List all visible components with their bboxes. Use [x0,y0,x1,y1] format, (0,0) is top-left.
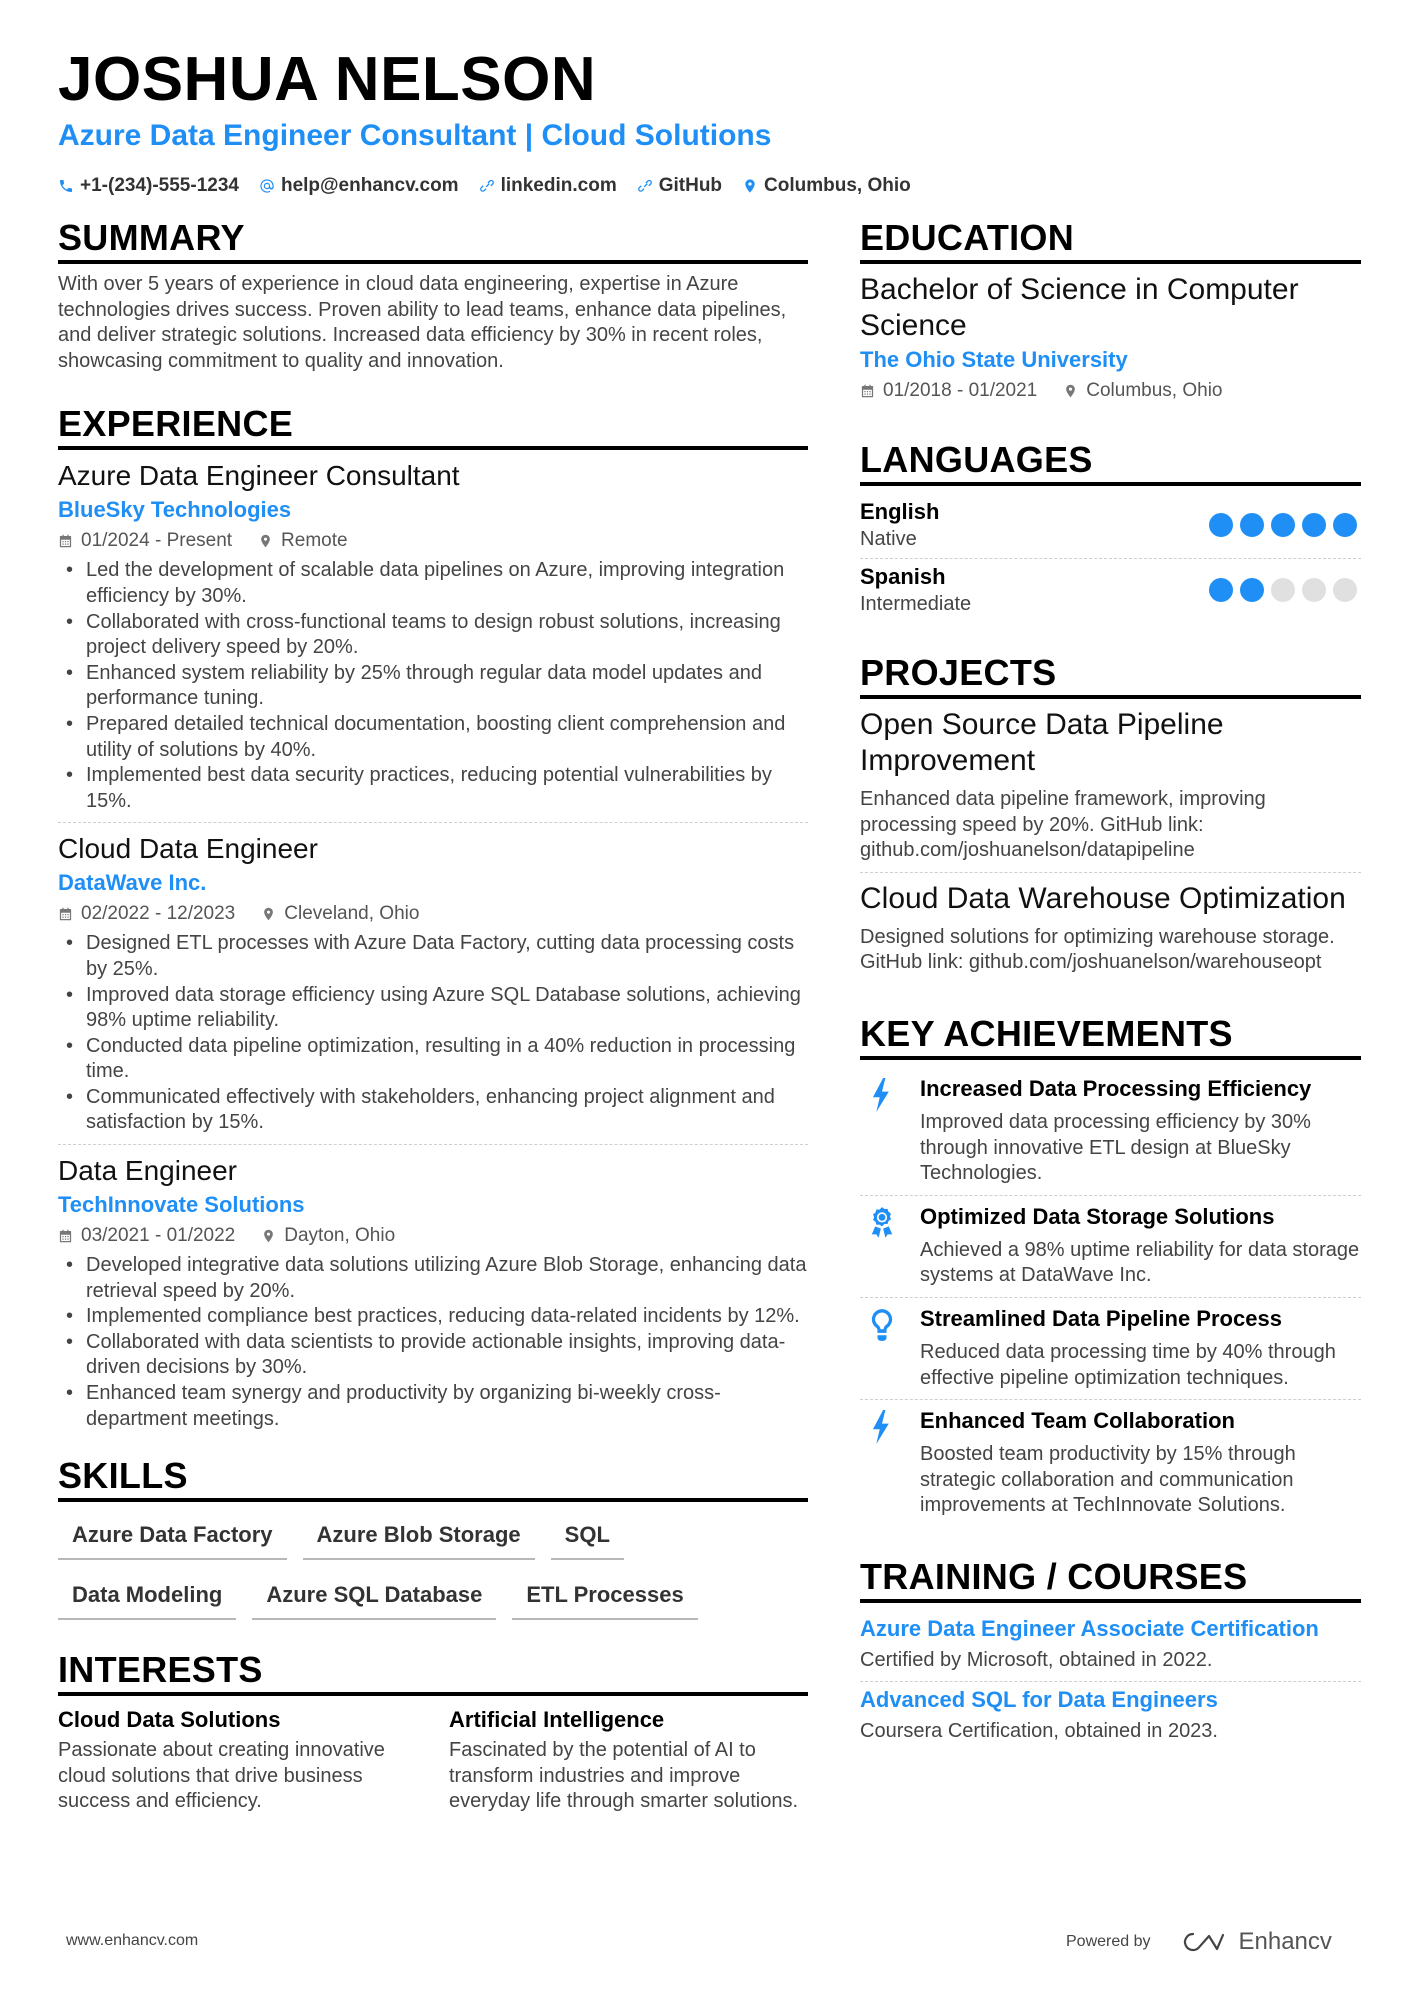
course-item [860,1611,1361,1682]
job-location [261,899,419,929]
location-pin-icon [742,178,758,194]
section-title-interests: INTERESTS [58,1648,808,1696]
achievement-item [860,1298,1361,1400]
language-level: Native [860,528,917,550]
job-title: Azure Data Engineer Consultant [58,460,460,492]
contact-linkedin[interactable] [479,174,617,198]
course-desc: Certified by Microsoft, obtained in 2022. [860,1648,1213,1671]
lightning-bolt-icon [868,1078,896,1112]
calendar-icon [58,1228,73,1244]
languages-section [860,438,1361,623]
right-column [860,216,1361,1780]
skill-tag: Azure Data Factory [58,1514,287,1560]
bullet-item: • Enhanced system reliability by 25% through regular data model updates and performance tuning. [58,661,808,712]
phone-icon [58,178,74,194]
language-rating [1209,578,1361,602]
achievement-icon-wrap [860,1074,904,1187]
skill-tag: SQL [551,1514,624,1560]
experience-entry [58,831,808,1145]
skills-list [58,1510,808,1620]
job-bullets [58,558,808,814]
education-dates [860,376,1037,406]
candidate-headline: Azure Data Engineer Consultant | Cloud Solutions [58,119,772,152]
job-dates [58,899,235,929]
rating-dot-filled [1240,578,1264,602]
company-name[interactable]: TechInnovate Solutions [58,1192,305,1218]
achievement-icon-wrap [860,1406,904,1519]
language-name: Spanish [860,564,946,589]
bullet-item: • Communicated effectively with stakeholders, enhancing project alignment and satisfaction by 15%. [58,1085,808,1136]
company-name[interactable]: BlueSky Technologies [58,497,292,523]
company-name[interactable]: DataWave Inc. [58,870,207,896]
section-title-achievements: KEY ACHIEVEMENTS [860,1012,1361,1060]
rating-dot-filled [1240,513,1264,537]
education-section [860,216,1361,406]
location-pin-icon [1063,383,1078,399]
job-meta [58,1221,808,1251]
job-meta [58,526,808,556]
interest-item [58,1704,417,1815]
job-dates-text: 03/2021 - 01/2022 [81,1225,236,1247]
degree-title: Bachelor of Science in Computer Science [860,273,1299,342]
achievement-desc: Improved data processing efficiency by 30% through innovative ETL design at BlueSky Technologies. [920,1110,1311,1185]
education-dates-text: 01/2018 - 01/2021 [883,380,1038,401]
contact-email-text: help@enhancv.com [280,175,459,196]
footer-website-link[interactable]: www.enhancv.com [66,1932,199,1949]
project-desc: Enhanced data pipeline framework, improving processing speed by 20%. GitHub link: github.com/joshuanelson/datapipeline [860,788,1266,862]
section-title-experience: EXPERIENCE [58,402,808,450]
contact-github-text: GitHub [658,175,723,196]
interest-desc: Passionate about creating innovative cloud solutions that drive business success and efficiency. [58,1739,385,1813]
contact-email[interactable] [259,174,459,198]
job-bullets [58,931,808,1136]
rating-dot-empty [1271,578,1295,602]
resume-header [58,44,1358,198]
course-item [860,1682,1361,1752]
rating-dot-filled [1209,578,1233,602]
job-location [261,1221,395,1251]
link-icon [637,178,653,194]
bullet-item: • Collaborated with cross-functional teams to design robust solutions, increasing project delivery speed by 20%. [58,610,808,661]
language-name: English [860,499,940,524]
section-title-skills: SKILLS [58,1454,808,1502]
achievement-desc: Achieved a 98% uptime reliability for data storage systems at DataWave Inc. [920,1238,1360,1287]
course-desc: Coursera Certification, obtained in 2023. [860,1719,1218,1742]
language-level: Intermediate [860,593,972,615]
bullet-item: • Improved data storage efficiency using Azure SQL Database solutions, achieving 98% uptime reliability. [58,983,808,1034]
rating-dot-empty [1302,578,1326,602]
calendar-icon [860,383,875,399]
experience-entry [58,458,808,823]
achievement-icon-wrap [860,1202,904,1289]
section-title-projects: PROJECTS [860,651,1361,699]
skill-tag: Azure Blob Storage [303,1514,535,1560]
brand-name: Enhancv [1238,1928,1332,1955]
job-title: Data Engineer [58,1155,238,1187]
achievement-title: Increased Data Processing Efficiency [920,1075,1312,1101]
achievement-title: Enhanced Team Collaboration [920,1408,1235,1434]
interests-section [58,1648,808,1815]
language-rating [1209,513,1361,537]
bullet-item: • Collaborated with data scientists to provide actionable insights, improving data-driven decisions by 30%. [58,1330,808,1381]
powered-by-label: Powered by [1066,1933,1151,1950]
project-title: Cloud Data Warehouse Optimization [860,881,1346,915]
interest-title: Artificial Intelligence [449,1707,665,1733]
section-title-training: TRAINING / COURSES [860,1555,1361,1603]
experience-section [58,402,808,1440]
at-icon [259,178,275,194]
course-title[interactable]: Advanced SQL for Data Engineers [860,1686,1218,1712]
project-item [860,881,1361,984]
education-location-text: Columbus, Ohio [1086,380,1223,401]
link-icon [479,178,495,194]
award-ribbon-icon [868,1206,896,1240]
interest-desc: Fascinated by the potential of AI to transform industries and improve everyday life through smarter solutions. [449,1739,799,1813]
calendar-icon [58,533,73,549]
project-item [860,707,1361,873]
contact-bar [58,174,1358,198]
education-meta [860,376,1361,406]
job-bullets [58,1253,808,1432]
experience-entry [58,1153,808,1440]
contact-phone-text: +1-(234)-555-1234 [80,175,239,196]
school-name[interactable]: The Ohio State University [860,347,1128,372]
achievement-desc: Reduced data processing time by 40% through effective pipeline optimization techniques. [920,1340,1336,1389]
footer-branding [1066,1928,1332,1956]
job-dates-text: 01/2024 - Present [81,530,233,552]
course-title[interactable]: Azure Data Engineer Associate Certification [860,1615,1319,1641]
achievement-item [860,1068,1361,1196]
project-title: Open Source Data Pipeline Improvement [860,708,1224,777]
bullet-item: • Implemented best data security practices, reducing potential vulnerabilities by 15%. [58,763,808,814]
job-location-text: Dayton, Ohio [284,1225,396,1247]
enhancv-logo[interactable] [1179,1928,1332,1956]
summary-section [58,216,808,374]
location-pin-icon [258,533,273,549]
summary-text: With over 5 years of experience in cloud data engineering, expertise in Azure technologies drives success. Proven ability to lead teams, enhance data pipelines, and deliver strategic solutions. Increased data efficiency by 30% in recent roles, showcasing commitment to quality and innovation. [58,273,787,372]
interest-item [449,1704,808,1815]
projects-section [860,651,1361,984]
candidate-name: JOSHUA NELSON [58,45,597,114]
job-dates-text: 02/2022 - 12/2023 [81,903,236,925]
language-item [860,559,1361,623]
contact-location [742,174,911,198]
job-location-text: Cleveland, Ohio [284,903,420,925]
section-title-languages: LANGUAGES [860,438,1361,486]
job-location [258,526,348,556]
rating-dot-filled [1333,513,1357,537]
achievement-item [860,1196,1361,1298]
lightbulb-icon [868,1308,896,1342]
contact-github[interactable] [637,174,722,198]
interests-list [58,1704,808,1815]
achievement-title: Optimized Data Storage Solutions [920,1203,1275,1229]
job-title: Cloud Data Engineer [58,833,318,865]
achievement-icon-wrap [860,1304,904,1391]
skill-tag: Azure SQL Database [252,1574,496,1620]
job-meta [58,899,808,929]
section-title-education: EDUCATION [860,216,1361,264]
skills-section [58,1454,808,1620]
skill-tag: ETL Processes [512,1574,697,1620]
contact-location-text: Columbus, Ohio [764,175,911,196]
rating-dot-filled [1271,513,1295,537]
calendar-icon [58,906,73,922]
achievement-item [860,1400,1361,1527]
achievement-desc: Boosted team productivity by 15% through strategic collaboration and communication improvements at TechInnovate Solutions. [920,1443,1296,1517]
language-item [860,494,1361,559]
location-pin-icon [261,1228,276,1244]
bullet-item: • Implemented compliance best practices, reducing data-related incidents by 12%. [58,1304,808,1330]
bullet-item: • Prepared detailed technical documentation, boosting client comprehension and utility of solutions by 40%. [58,712,808,763]
job-dates [58,526,232,556]
lightning-bolt-icon [868,1410,896,1444]
job-dates [58,1221,235,1251]
rating-dot-filled [1302,513,1326,537]
education-location [1063,376,1222,406]
achievements-section [860,1012,1361,1527]
project-desc: Designed solutions for optimizing warehouse storage. GitHub link: github.com/joshuanelson/warehouseopt [860,925,1335,974]
interest-title: Cloud Data Solutions [58,1707,281,1733]
bullet-item: • Enhanced team synergy and productivity by organizing bi-weekly cross-department meetings. [58,1381,808,1432]
rating-dot-empty [1333,578,1357,602]
bullet-item: • Developed integrative data solutions utilizing Azure Blob Storage, enhancing data retrieval speed by 20%. [58,1253,808,1304]
contact-linkedin-text: linkedin.com [500,175,617,196]
left-column [58,216,808,1843]
job-location-text: Remote [281,530,348,552]
enhancv-logo-icon [1179,1930,1227,1954]
training-section [860,1555,1361,1752]
bullet-item: • Conducted data pipeline optimization, resulting in a 40% reduction in processing time. [58,1034,808,1085]
bullet-item: • Led the development of scalable data pipelines on Azure, improving integration efficiency by 30%. [58,558,808,609]
rating-dot-filled [1209,513,1233,537]
skill-tag: Data Modeling [58,1574,236,1620]
contact-phone[interactable] [58,174,239,198]
section-title-summary: SUMMARY [58,216,808,264]
location-pin-icon [261,906,276,922]
achievement-title: Streamlined Data Pipeline Process [920,1305,1282,1331]
bullet-item: • Designed ETL processes with Azure Data Factory, cutting data processing costs by 25%. [58,931,808,982]
